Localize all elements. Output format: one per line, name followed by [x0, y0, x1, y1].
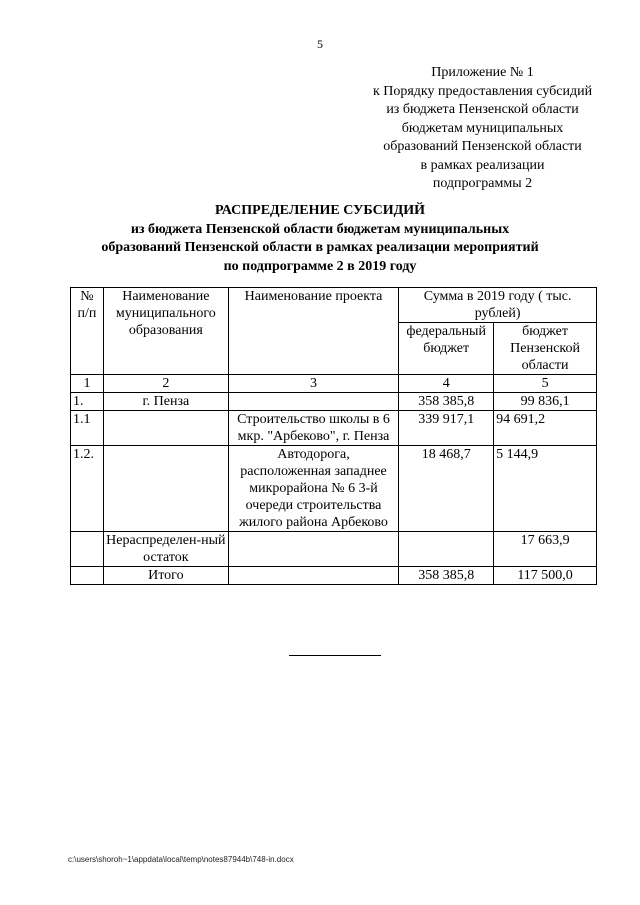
row-project: [228, 393, 398, 411]
table-row: [71, 532, 597, 567]
row-project: [228, 532, 398, 567]
table-header-row: [71, 288, 597, 323]
header-project: Наименование проекта: [228, 288, 398, 375]
header-regional: бюджет Пензенской области: [494, 323, 597, 375]
page-number: 5: [317, 37, 323, 51]
document-title: [0, 202, 640, 276]
appendix-line: к Порядку предоставления субсидий: [372, 83, 593, 99]
header-sum: Сумма в 2019 году ( тыс. рублей): [399, 288, 597, 323]
table-row: [71, 446, 597, 532]
subsidy-distribution-table: [70, 287, 597, 585]
row-project: [228, 567, 398, 585]
column-number: 4: [399, 375, 494, 393]
row-project: Автодорога, расположенная западнее микрорайона № 6 3-й очереди строительства жилого района Арбеково: [228, 446, 398, 532]
row-regional: 117 500,0: [494, 567, 597, 585]
row-federal: 339 917,1: [399, 411, 494, 446]
appendix-line: бюджетам муниципальных: [401, 120, 564, 136]
column-number: 1: [71, 375, 104, 393]
row-municipality: [103, 446, 228, 532]
row-municipality: г. Пенза: [103, 393, 228, 411]
row-regional: 99 836,1: [494, 393, 597, 411]
column-number-row: [71, 375, 597, 393]
title-line: из бюджета Пензенской области бюджетам муниципальных: [130, 221, 510, 237]
row-federal: 358 385,8: [399, 567, 494, 585]
appendix-line: образований Пензенской области: [383, 139, 582, 154]
header-num: № п/п: [71, 288, 104, 375]
row-municipality: Итого: [103, 567, 228, 585]
title-line: РАСПРЕДЕЛЕНИЕ СУБСИДИЙ: [214, 203, 425, 218]
table-row: [71, 411, 597, 446]
row-federal: 18 468,7: [399, 446, 494, 532]
row-num: 1.: [71, 393, 104, 411]
row-municipality: Нераспределен-ный остаток: [103, 532, 228, 567]
row-regional: 94 691,2: [494, 411, 597, 446]
row-regional: 17 663,9: [494, 532, 597, 567]
appendix-line: из бюджета Пензенской области: [386, 102, 579, 117]
row-municipality: [103, 411, 228, 446]
table-row: [71, 393, 597, 411]
row-federal: [399, 532, 494, 567]
title-line: образований Пензенской области в рамках реализации мероприятий: [101, 240, 539, 255]
column-number: 2: [103, 375, 228, 393]
appendix-reference: [330, 64, 635, 194]
file-path-footer: c:\users\shoroh~1\appdata\local\temp\notes87944b\748-in.docx: [68, 855, 294, 864]
row-num: [71, 567, 104, 585]
header-federal: федеральный бюджет: [399, 323, 494, 375]
table-total-row: [71, 567, 597, 585]
row-regional: 5 144,9: [494, 446, 597, 532]
row-num: 1.2.: [71, 446, 104, 532]
separator-line: [289, 655, 381, 656]
row-project: Строительство школы в 6 мкр. "Арбеково", г. Пенза: [228, 411, 398, 446]
appendix-line: Приложение № 1: [431, 65, 534, 80]
row-num: 1.1: [71, 411, 104, 446]
column-number: 5: [494, 375, 597, 393]
appendix-line: подпрограммы 2: [432, 176, 533, 191]
appendix-line: в рамках реализации: [420, 157, 545, 173]
header-municipality: Наименование муниципального образования: [103, 288, 228, 375]
column-number: 3: [228, 375, 398, 393]
row-federal: 358 385,8: [399, 393, 494, 411]
title-line: по подпрограмме 2 в 2019 году: [223, 258, 417, 274]
row-num: [71, 532, 104, 567]
